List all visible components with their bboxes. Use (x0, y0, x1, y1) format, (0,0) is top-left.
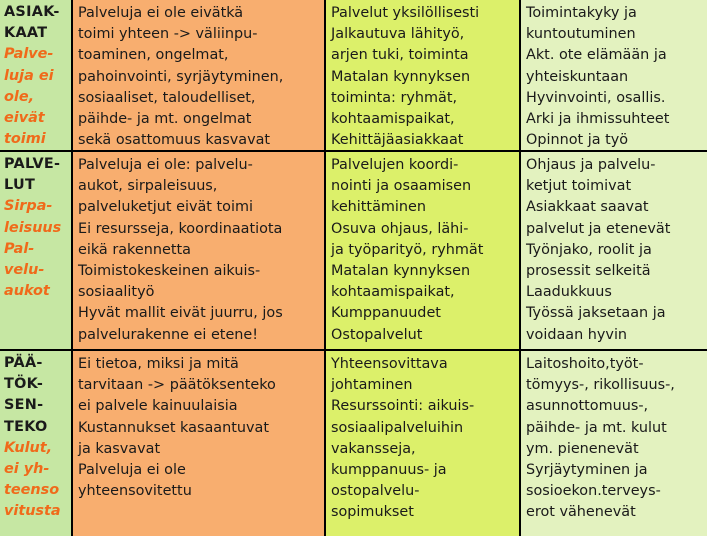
cell-text-line: Palvelujen koordi- (331, 157, 459, 173)
cell-text-line: Palveluja ei ole eivätkä (78, 5, 244, 21)
row-header-title-line: ASIAK- (4, 4, 60, 20)
row-header-palvelut (0, 152, 73, 351)
row-header-subtitle-line: Sirpa- (4, 198, 53, 215)
row-header-subtitle-line: Kulut, (4, 439, 53, 456)
cell-text-line: aukot, sirpaleisuus, (78, 178, 218, 195)
cell-text-line: yhteensovitettu (78, 483, 192, 500)
cell-text-line: ei palvele kainuulaisia (78, 398, 238, 415)
row-header-subtitle-line: vitusta (4, 503, 61, 520)
cell-text-line: pahoinvointi, syrjäytyminen, (78, 68, 284, 85)
cell-text-line: Ei tietoa, miksi ja mitä (78, 356, 239, 372)
row-header-title-line: PALVE- (4, 156, 61, 172)
cell-text-line: kohtaamispaikat, (331, 111, 455, 128)
cell-text-line: Kustannukset kasaantuvat (78, 419, 269, 436)
cell-text-line: erot vähenevät (526, 504, 636, 521)
cell-text-line: toaminen, ongelmat, (78, 47, 229, 64)
cell-text-line: sekä osattomuus kasvavat (78, 132, 271, 149)
cell-text-line: Kumppanuudet (331, 305, 441, 322)
cell-text-line: ja kasvavat (78, 440, 161, 457)
row-header-paatoksenteko (0, 351, 73, 536)
cell-text-line: prosessit selkeitä (526, 263, 651, 280)
cell-text-line: asunnottomuus-, (526, 398, 649, 415)
cell-text-line: Akt. ote elämään ja (526, 47, 667, 64)
cell-text-line: sosiaalityö (78, 284, 155, 301)
cell-text-line: kuntoutuminen (526, 26, 636, 43)
row-header-subtitle-line: ole, (4, 88, 35, 105)
row-header-title-line: SEN- (4, 397, 44, 414)
row-header-subtitle-line: Palve- (4, 46, 54, 63)
row-header-title-line: PÄÄ- (4, 355, 43, 371)
row-header-subtitle-line: leisuus (4, 219, 62, 236)
cell-outcome-asiakkaat (521, 0, 707, 152)
cell-action-paatoksenteko (326, 351, 521, 536)
cell-text-line: palvelut ja etenevät (526, 220, 671, 237)
cell-text-line: sosioekon.terveys- (526, 483, 661, 500)
cell-text-line: ostopalvelu- (331, 483, 420, 500)
cell-text-line: Hyvinvointi, osallis. (526, 89, 666, 106)
cell-text-line: ym. pienenevät (526, 440, 639, 457)
row-header-title-line: LUT (4, 177, 36, 194)
cell-text-line: Arki ja ihmissuhteet (526, 111, 670, 128)
cell-text-line: palveluketjut eivät toimi (78, 199, 253, 216)
cell-text-line: Laadukkuus (526, 284, 612, 301)
row-header-title-line: TÖK- (4, 376, 44, 393)
row-header-subtitle-line: aukot (4, 283, 50, 300)
row-header-subtitle-line: toimi (4, 131, 46, 148)
cell-text-line: sosiaalipalveluihin (331, 419, 464, 436)
cell-text-line: Matalan kynnyksen (331, 263, 471, 280)
cell-text-line: yhteiskuntaan (526, 68, 629, 85)
cell-text-line: päihde- ja mt. kulut (526, 419, 667, 436)
row-header-title-line: KAAT (4, 25, 48, 42)
cell-text-line: tarvitaan -> päätöksenteko (78, 377, 276, 394)
cell-text-line: Asiakkaat saavat (526, 199, 649, 216)
cell-text-line: Opinnot ja työ (526, 132, 629, 149)
cell-problem-palvelut (73, 152, 326, 351)
cell-text-line: voidaan hyvin (526, 326, 628, 343)
cell-outcome-paatoksenteko (521, 351, 707, 536)
cell-text-line: Yhteensovittava (331, 356, 448, 372)
row-header-subtitle-line: luja ei (4, 67, 54, 84)
cell-action-palvelut (326, 152, 521, 351)
cell-text-line: toimi yhteen -> väliinpu- (78, 26, 258, 43)
cell-text-line: Osuva ohjaus, lähi- (331, 220, 469, 237)
cell-text-line: Palveluja ei ole (78, 462, 186, 479)
cell-text-line: toiminta: ryhmät, (331, 89, 458, 106)
cell-text-line: Ohjaus ja palvelu- (526, 157, 656, 173)
cell-text-line: Työssä jaksetaan ja (526, 305, 666, 322)
cell-text-line: sopimukset (331, 504, 414, 521)
cell-problem-asiakkaat (73, 0, 326, 152)
row-header-subtitle-line: teenso (4, 482, 60, 499)
row-header-subtitle-line: eivät (4, 110, 45, 127)
cell-text-line: Kehittäjäasiakkaat (331, 132, 464, 149)
cell-text-line: päihde- ja mt. ongelmat (78, 111, 252, 128)
row-header-subtitle-line: ei yh- (4, 461, 50, 478)
cell-text-line: palvelurakenne ei etene! (78, 326, 259, 343)
cell-text-line: Ei resursseja, koordinaatiota (78, 220, 283, 237)
row-header-subtitle-line: Pal- (4, 240, 35, 257)
cell-text-line: sosiaaliset, taloudelliset, (78, 89, 256, 106)
cell-text-line: kohtaamispaikat, (331, 284, 455, 301)
row-header-asiakkaat (0, 0, 73, 152)
cell-text-line: kehittäminen (331, 199, 427, 216)
cell-text-line: Laitoshoito,työt- (526, 356, 644, 372)
cell-text-line: Matalan kynnyksen (331, 68, 471, 85)
cell-problem-paatoksenteko (73, 351, 326, 536)
cell-text-line: Toimistokeskeinen aikuis- (78, 263, 261, 280)
row-header-subtitle-line: velu- (4, 262, 45, 279)
cell-text-line: Työnjako, roolit ja (526, 241, 652, 258)
cell-text-line: nointi ja osaamisen (331, 178, 472, 195)
cell-text-line: ja työparityö, ryhmät (331, 241, 484, 258)
cell-action-asiakkaat (326, 0, 521, 152)
cell-text-line: arjen tuki, toiminta (331, 47, 469, 64)
cell-outcome-palvelut (521, 152, 707, 351)
row-header-title-line: TEKO (4, 418, 48, 435)
cell-text-line: eikä rakennetta (78, 241, 191, 258)
cell-text-line: vakansseja, (331, 440, 416, 457)
cell-text-line: Resurssointi: aikuis- (331, 398, 475, 415)
cell-text-line: Toimintakyky ja (526, 5, 637, 21)
cell-text-line: Jalkautuva lähityö, (331, 26, 465, 43)
cell-text-line: tömyys-, rikollisuus-, (526, 377, 675, 394)
cell-text-line: Ostopalvelut (331, 326, 423, 343)
cell-text-line: ketjut toimivat (526, 178, 632, 195)
cell-text-line: Hyvät mallit eivät juurru, jos (78, 305, 283, 322)
cell-text-line: Palvelut yksilöllisesti (331, 5, 480, 21)
cell-text-line: johtaminen (331, 377, 413, 394)
cell-text-line: Syrjäytyminen ja (526, 462, 648, 479)
cell-text-line: kumppanuus- ja (331, 462, 447, 479)
cell-text-line: Palveluja ei ole: palvelu- (78, 157, 253, 173)
